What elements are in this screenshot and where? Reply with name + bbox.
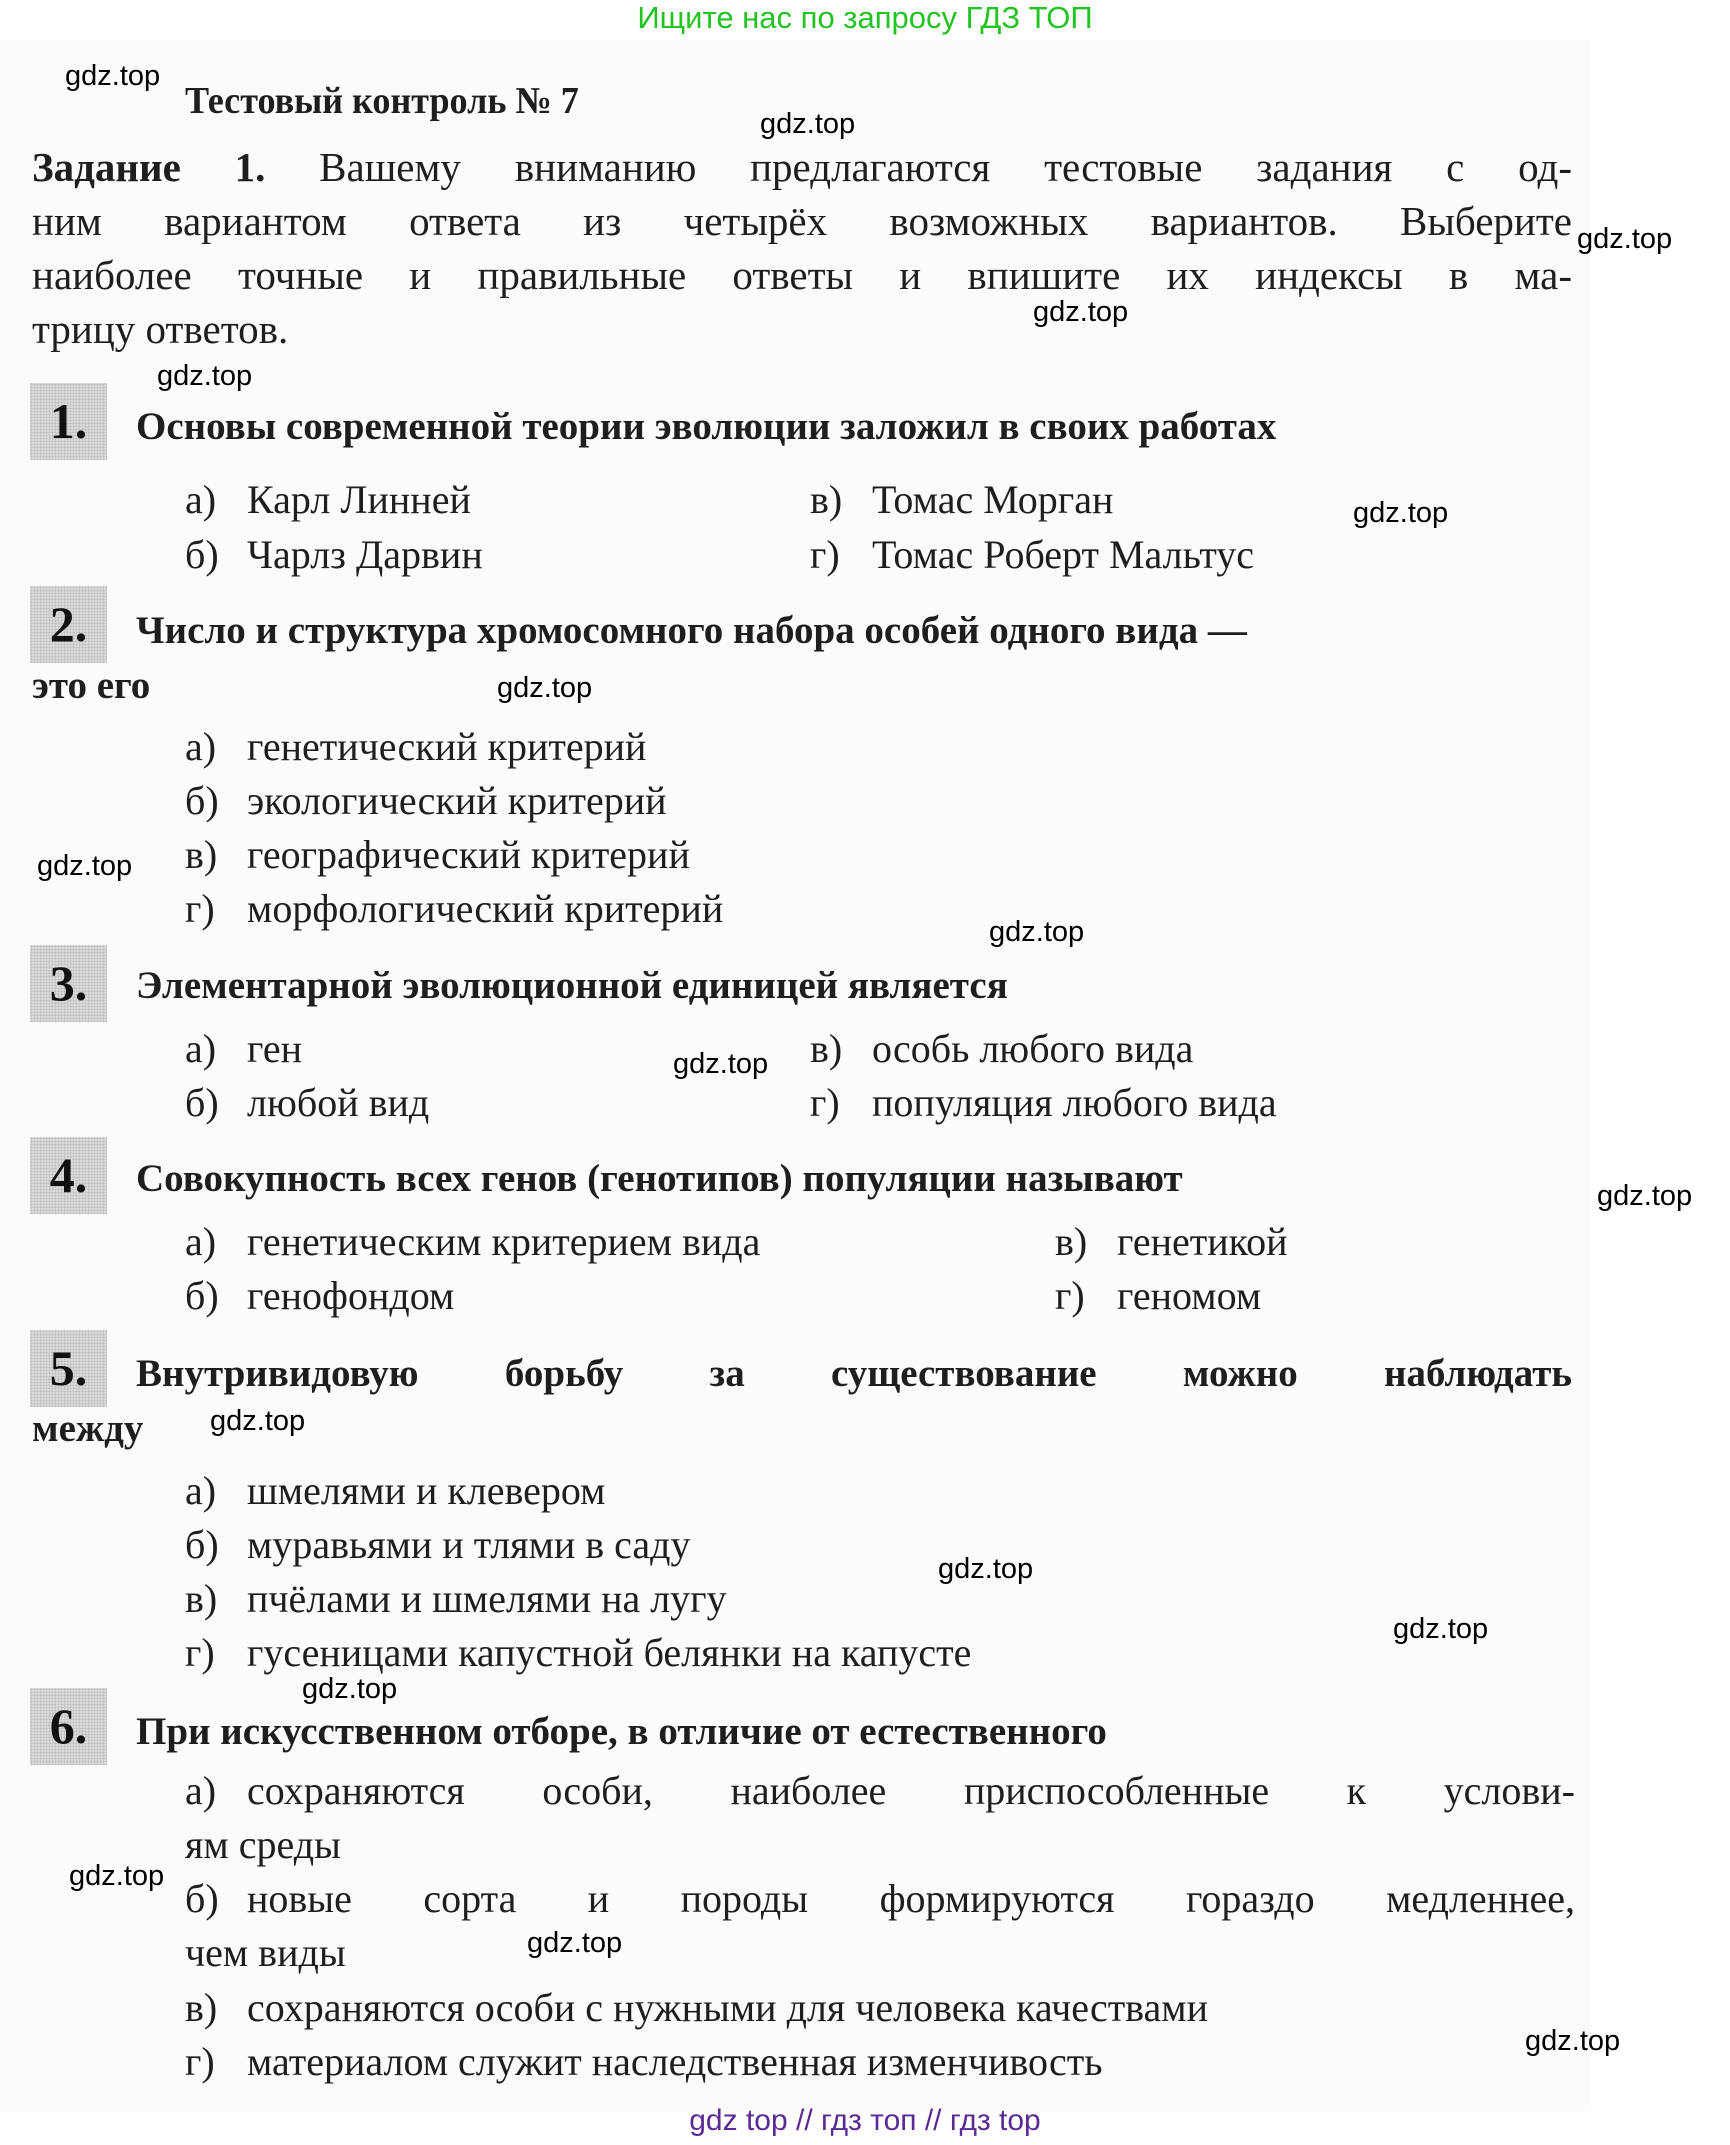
question-text-continuation: это его <box>32 664 151 707</box>
answer-option[interactable]: б) экологический критерий <box>185 778 667 823</box>
answer-option[interactable]: б) новые сорта и породы формируются гораздо медленнее, <box>185 1876 1575 1921</box>
question-text: Основы современной теории эволюции заложил в своих работах <box>136 405 1277 448</box>
answer-option[interactable]: г) популяция любого вида <box>810 1080 1277 1125</box>
question-text: Элементарной эволюционной единицей является <box>136 964 1008 1007</box>
answer-option-continuation: чем виды <box>185 1930 346 1975</box>
watermark: gdz.top <box>37 850 133 882</box>
answer-option[interactable]: в) генетикой <box>1055 1219 1288 1264</box>
footer-banner[interactable]: gdz top // гдз топ // гдз top <box>689 2104 1041 2137</box>
watermark: gdz.top <box>760 108 856 140</box>
answer-option[interactable]: г) морфологический критерий <box>185 886 724 931</box>
watermark: gdz.top <box>1597 1180 1693 1212</box>
answer-option[interactable]: б) Чарлз Дарвин <box>185 532 483 577</box>
answer-option[interactable]: г) материалом служит наследственная изменчивость <box>185 2039 1103 2084</box>
answer-option[interactable]: а) генетическим критерием вида <box>185 1219 761 1264</box>
question-text: Совокупность всех генов (генотипов) популяции называют <box>136 1157 1183 1200</box>
watermark: gdz.top <box>527 1927 623 1959</box>
question-text: При искусственном отборе, в отличие от естественного <box>136 1710 1107 1753</box>
question-text: Число и структура хромосомного набора особей одного вида — <box>136 609 1247 652</box>
watermark: gdz.top <box>1033 296 1129 328</box>
answer-option[interactable]: б) муравьями и тлями в саду <box>185 1522 691 1567</box>
answer-option[interactable]: г) геномом <box>1055 1273 1262 1318</box>
task-paragraph-line-3: наиболее точные и правильные ответы и впишите их индексы в ма- <box>32 252 1572 298</box>
answer-option[interactable]: а) ген <box>185 1026 303 1071</box>
answer-option[interactable]: в) сохраняются особи с нужными для человека качествами <box>185 1985 1209 2030</box>
question-text: Внутривидовую борьбу за существование можно наблюдать <box>136 1352 1572 1395</box>
question-number-badge: 6. <box>30 1688 107 1765</box>
answer-option[interactable]: в) Томас Морган <box>810 477 1114 522</box>
watermark: gdz.top <box>497 672 593 704</box>
answer-option[interactable]: в) пчёлами и шмелями на лугу <box>185 1576 727 1621</box>
answer-option[interactable]: в) особь любого вида <box>810 1026 1194 1071</box>
header-banner[interactable]: Ищите нас по запросу ГДЗ ТОП <box>637 0 1093 35</box>
watermark: gdz.top <box>157 360 253 392</box>
watermark: gdz.top <box>1525 2025 1621 2057</box>
answer-option[interactable]: а) шмелями и клевером <box>185 1468 606 1513</box>
task-paragraph-line-1: Задание 1. Вашему вниманию предлагаются тестовые задания с од- <box>32 144 1573 190</box>
task-label: Задание 1. <box>32 144 266 190</box>
question-number-badge: 4. <box>30 1137 107 1214</box>
watermark: gdz.top <box>1393 1613 1489 1645</box>
watermark: gdz.top <box>302 1673 398 1705</box>
question-number-badge: 3. <box>30 945 107 1022</box>
watermark: gdz.top <box>65 60 161 92</box>
answer-option[interactable]: а) генетический критерий <box>185 724 647 769</box>
watermark: gdz.top <box>210 1405 306 1437</box>
question-number-badge: 1. <box>30 383 107 460</box>
answer-option-continuation: ям среды <box>185 1822 341 1867</box>
watermark: gdz.top <box>1353 497 1449 529</box>
answer-option[interactable]: г) гусеницами капустной белянки на капусте <box>185 1630 972 1675</box>
question-number-badge: 2. <box>30 586 107 663</box>
answer-option[interactable]: а) Карл Линней <box>185 477 471 522</box>
watermark: gdz.top <box>938 1553 1034 1585</box>
question-number-badge: 5. <box>30 1330 107 1407</box>
watermark: gdz.top <box>69 1860 165 1892</box>
watermark: gdz.top <box>989 916 1085 948</box>
task-paragraph-line-4: трицу ответов. <box>32 306 289 352</box>
answer-option[interactable]: б) любой вид <box>185 1080 430 1125</box>
watermark: gdz.top <box>673 1048 769 1080</box>
watermark: gdz.top <box>1577 223 1673 255</box>
answer-option[interactable]: в) географический критерий <box>185 832 690 877</box>
page-title: Тестовый контроль № 7 <box>185 80 579 122</box>
answer-option[interactable]: а) сохраняются особи, наиболее приспособленные к услови- <box>185 1768 1575 1813</box>
question-text-continuation: между <box>32 1407 144 1450</box>
answer-option[interactable]: г) Томас Роберт Мальтус <box>810 532 1255 577</box>
task-paragraph-line-2: ним вариантом ответа из четырёх возможных вариантов. Выберите <box>32 198 1572 244</box>
answer-option[interactable]: б) генофондом <box>185 1273 455 1318</box>
